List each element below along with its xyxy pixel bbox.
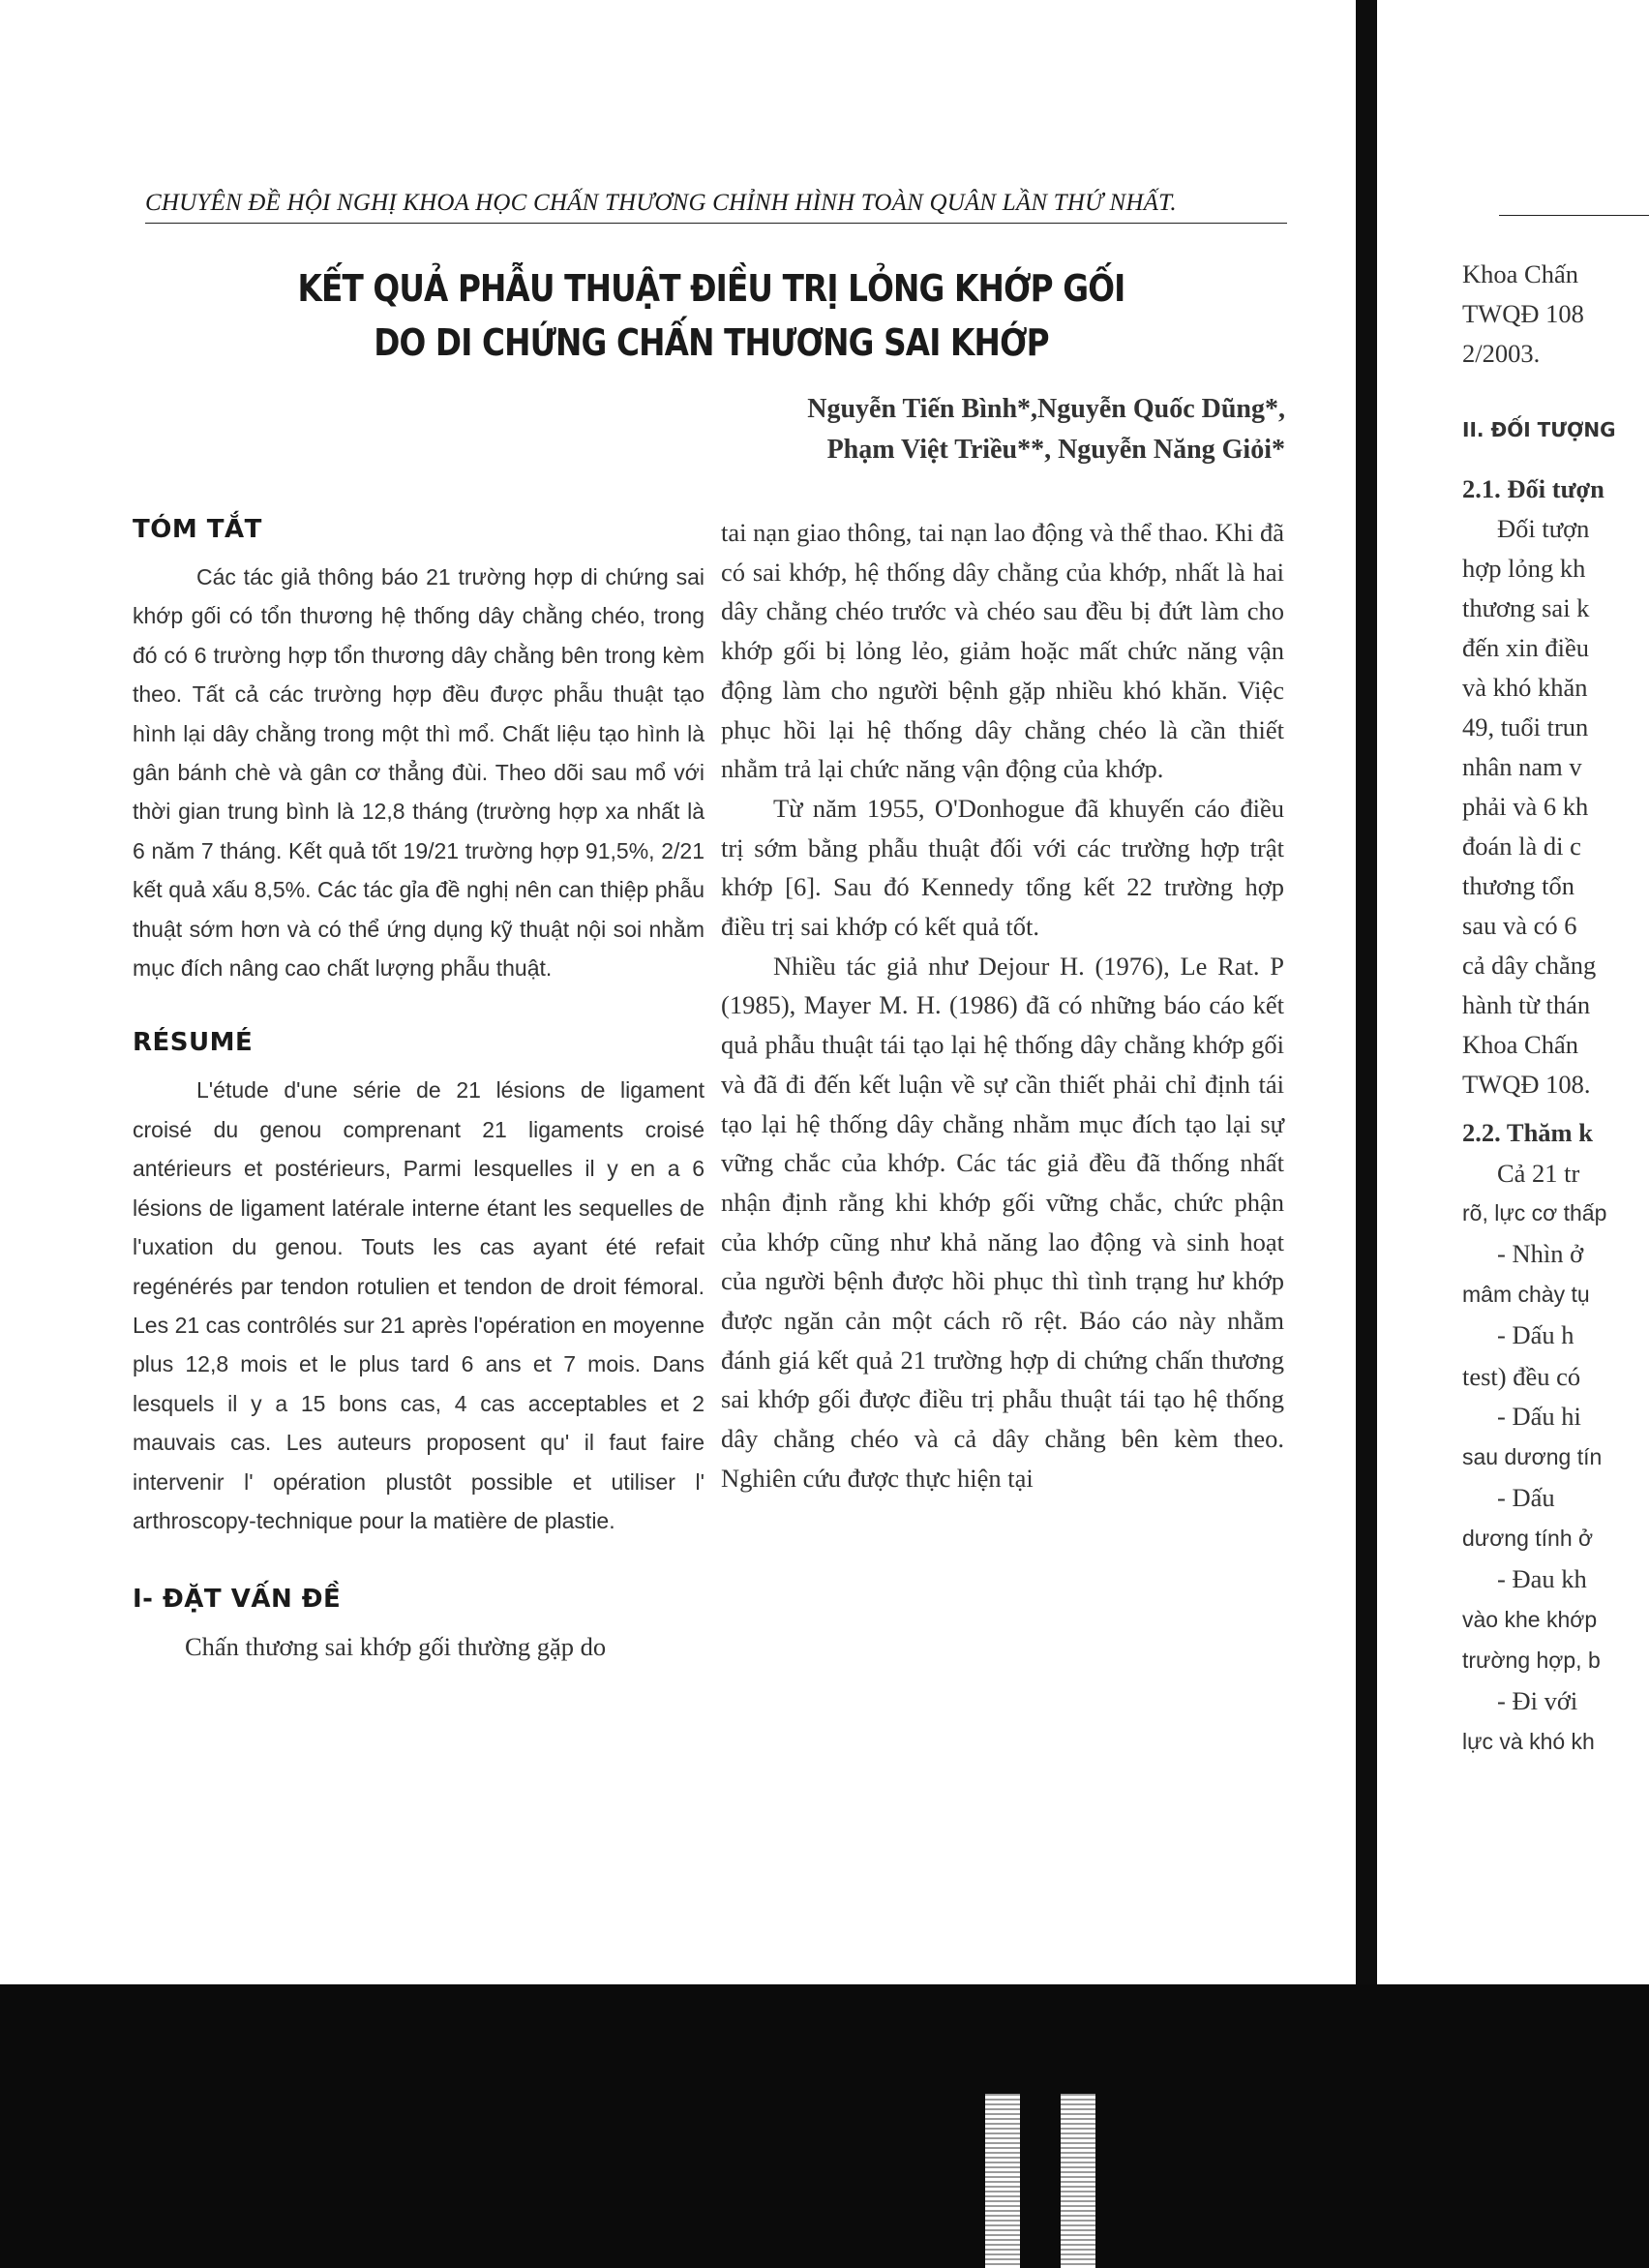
facing-line: vào khe khớp	[1462, 1607, 1598, 1632]
authors-line-1: Nguyễn Tiến Bình*,Nguyễn Quốc Dũng*,	[807, 394, 1285, 424]
left-column	[133, 513, 705, 1667]
facing-line: - Dấu	[1497, 1483, 1555, 1512]
resume-paragraph: L'étude d'une série de 21 lésions de ligament croisé du genou comprenant 21 ligaments croisé antérieurs et postérieurs, Parmi lesquelles il y en a 6 lésions de ligament latérale interne étant les sequelles de l'uxation du genou. Touts les cas ayant été refait regénérés par tendon rotulien et tendon de droit fémoral. Les 21 cas contrôlés sur 21 après l'opération en moyenne plus 12,8 mois et le plus tard 6 ans et 7 mois. Dans lesquels il y a 15 bons cas, 4 cas acceptables et 2 mauvais cas. Les auteurs proposent qu' il faut faire intervenir l' opération plustôt possible et utiliser l' arthroscopy-technique pour la matière de plastie.	[133, 1077, 705, 1533]
authors-line-2: Phạm Việt Triều**, Nguyễn Năng Giỏi*	[826, 435, 1285, 465]
facing-line: nhân nam v	[1462, 752, 1582, 781]
facing-subheading: 2.2. Thăm k	[1462, 1118, 1593, 1147]
facing-line: cả dây chằng	[1462, 951, 1597, 980]
scan-black-band	[0, 1984, 1649, 2268]
facing-line: test) đều có	[1462, 1362, 1581, 1391]
facing-line: sau và có 6	[1462, 911, 1577, 940]
facing-line: thương sai k	[1462, 593, 1590, 622]
body-paragraph-3: Nhiều tác giả như Dejour H. (1976), Le Rat. P (1985), Mayer M. H. (1986) đã có những báo cáo kết quả phẫu thuật tái tạo lại hệ thống dây chằng khớp gối và đã đi đến kết luận về sự cần thiết phải chỉ định tái tạo lại hệ thống dây chằng nhằm mục đích tạo lại sự vững chắc của khớp. Các tác giả đều đã thống nhất nhận định rằng khi khớp gối vững chắc, chức phận của khớp cũng như khả năng lao động và sinh hoạt của người bệnh được hồi phục thì tình trạng hư khớp được ngăn cản một cách rõ rệt. Báo cáo này nhằm đánh giá kết quả 21 trường hợp di chứng chấn thương sai khớp gối được điều trị phẫu thuật tái tạo hệ thống dây chằng chéo và cả dây chằng bên kèm theo. Nghiên cứu được thực hiện tại	[721, 951, 1284, 1493]
facing-line: TWQĐ 108.	[1462, 1070, 1591, 1099]
title-line-1: KẾT QUẢ PHẪU THUẬT ĐIỀU TRỊ LỎNG KHỚP GỐI	[297, 267, 1125, 310]
section1-intro: Chấn thương sai khớp gối thường gặp do	[185, 1632, 607, 1662]
facing-line: sau dương tín	[1462, 1444, 1603, 1469]
facing-subheading: 2.1. Đối tượn	[1462, 474, 1604, 503]
facing-line: Cả 21 tr	[1497, 1159, 1580, 1188]
facing-line: đoán là di c	[1462, 832, 1581, 861]
binding-mark-left	[985, 2094, 1020, 2268]
facing-line: và khó khăn	[1462, 673, 1588, 702]
body-paragraph-2: Từ năm 1955, O'Donhogue đã khuyến cáo điều trị sớm bằng phẫu thuật đối với các trường hợp trật khớp [6]. Sau đó Kennedy tổng kết 22 trường hợp điều trị sai khớp có kết quả tốt.	[721, 793, 1284, 942]
facing-line: hành từ thán	[1462, 990, 1591, 1019]
facing-line: lực và khó kh	[1462, 1729, 1595, 1754]
facing-line: - Đi với	[1497, 1686, 1578, 1715]
facing-line: đến xin điều	[1462, 633, 1589, 662]
facing-line: thương tổn	[1462, 871, 1574, 900]
facing-line: hợp lỏng kh	[1462, 554, 1586, 583]
binding-mark-right	[1061, 2094, 1095, 2268]
facing-line: rõ, lực cơ thấp	[1462, 1200, 1607, 1225]
facing-line: 49, tuổi trun	[1462, 712, 1589, 741]
facing-line: - Dấu h	[1497, 1320, 1574, 1349]
header-rule	[145, 223, 1287, 224]
facing-line: TWQĐ 108	[1462, 299, 1584, 328]
facing-line: dương tính ở	[1462, 1526, 1594, 1551]
authors	[807, 389, 1285, 470]
facing-line: Đối tượn	[1497, 514, 1590, 543]
section1-heading: I- ĐẶT VẤN ĐỀ	[133, 1585, 342, 1615]
facing-line: - Dấu hi	[1497, 1402, 1581, 1431]
facing-page-fragment	[1462, 0, 1649, 1984]
facing-heading: II. ĐỐI TƯỢNG	[1462, 418, 1616, 441]
article-title	[225, 261, 1198, 370]
tom-tat-paragraph: Các tác giả thông báo 21 trường hợp di chứng sai khớp gối có tổn thương hệ thống dây chằng chéo, trong đó có 6 trường hợp tổn thương dây chằng bên trong kèm theo. Tất cả các trường hợp đều được phẫu thuật tạo hình lại dây chằng trong một thì mổ. Chất liệu tạo hình là gân bánh chè và gân cơ thẳng đùi. Theo dõi sau mổ với thời gian trung bình là 12,8 tháng (trường hợp xa nhất là 6 năm 7 tháng. Kết quả tốt 19/21 trường hợp 91,5%, 2/21 kết quả xấu 8,5%. Các tác gỉa đề nghị nên can thiệp phẫu thuật sớm hơn và có thể ứng dụng kỹ thuật nội soi nhằm mục đích nâng cao chất lượng phẫu thuật.	[133, 564, 705, 982]
facing-page-rule	[1499, 215, 1649, 216]
facing-line: Khoa Chấn	[1462, 259, 1578, 288]
right-column	[721, 513, 1284, 1498]
facing-line: - Đau kh	[1497, 1564, 1587, 1593]
body-paragraph-1: tai nạn giao thông, tai nạn lao động và thể thao. Khi đã có sai khớp, hệ thống dây chằng của khớp, nhất là hai dây chằng chéo trước và chéo sau đều bị đứt làm cho khớp gối bị lỏng lẻo, giảm hoặc mất chức năng vận động làm cho người bệnh gặp nhiều khó khăn. Việc phục hồi lại hệ thống dây chằng chéo là cần thiết nhằm trả lại chức năng vận động của khớp.	[721, 518, 1284, 784]
title-line-2: DO DI CHỨNG CHẤN THƯƠNG SAI KHỚP	[374, 321, 1049, 364]
running-header: CHUYÊN ĐỀ HỘI NGHỊ KHOA HỌC CHẤN THƯƠNG CHỈNH HÌNH TOÀN QUÂN LẦN THỨ NHẤT.	[145, 190, 1177, 216]
facing-line: mâm chày tụ	[1462, 1282, 1590, 1307]
book-spine-shadow	[1356, 0, 1377, 2268]
resume-heading: RÉSUMÉ	[133, 1028, 254, 1058]
facing-line: trường hợp, b	[1462, 1648, 1601, 1673]
facing-line: - Nhìn ở	[1497, 1239, 1584, 1268]
facing-line: phải và 6 kh	[1462, 792, 1589, 821]
facing-line: Khoa Chấn	[1462, 1030, 1578, 1059]
tom-tat-heading: TÓM TẮT	[133, 515, 262, 544]
facing-line: 2/2003.	[1462, 339, 1541, 368]
